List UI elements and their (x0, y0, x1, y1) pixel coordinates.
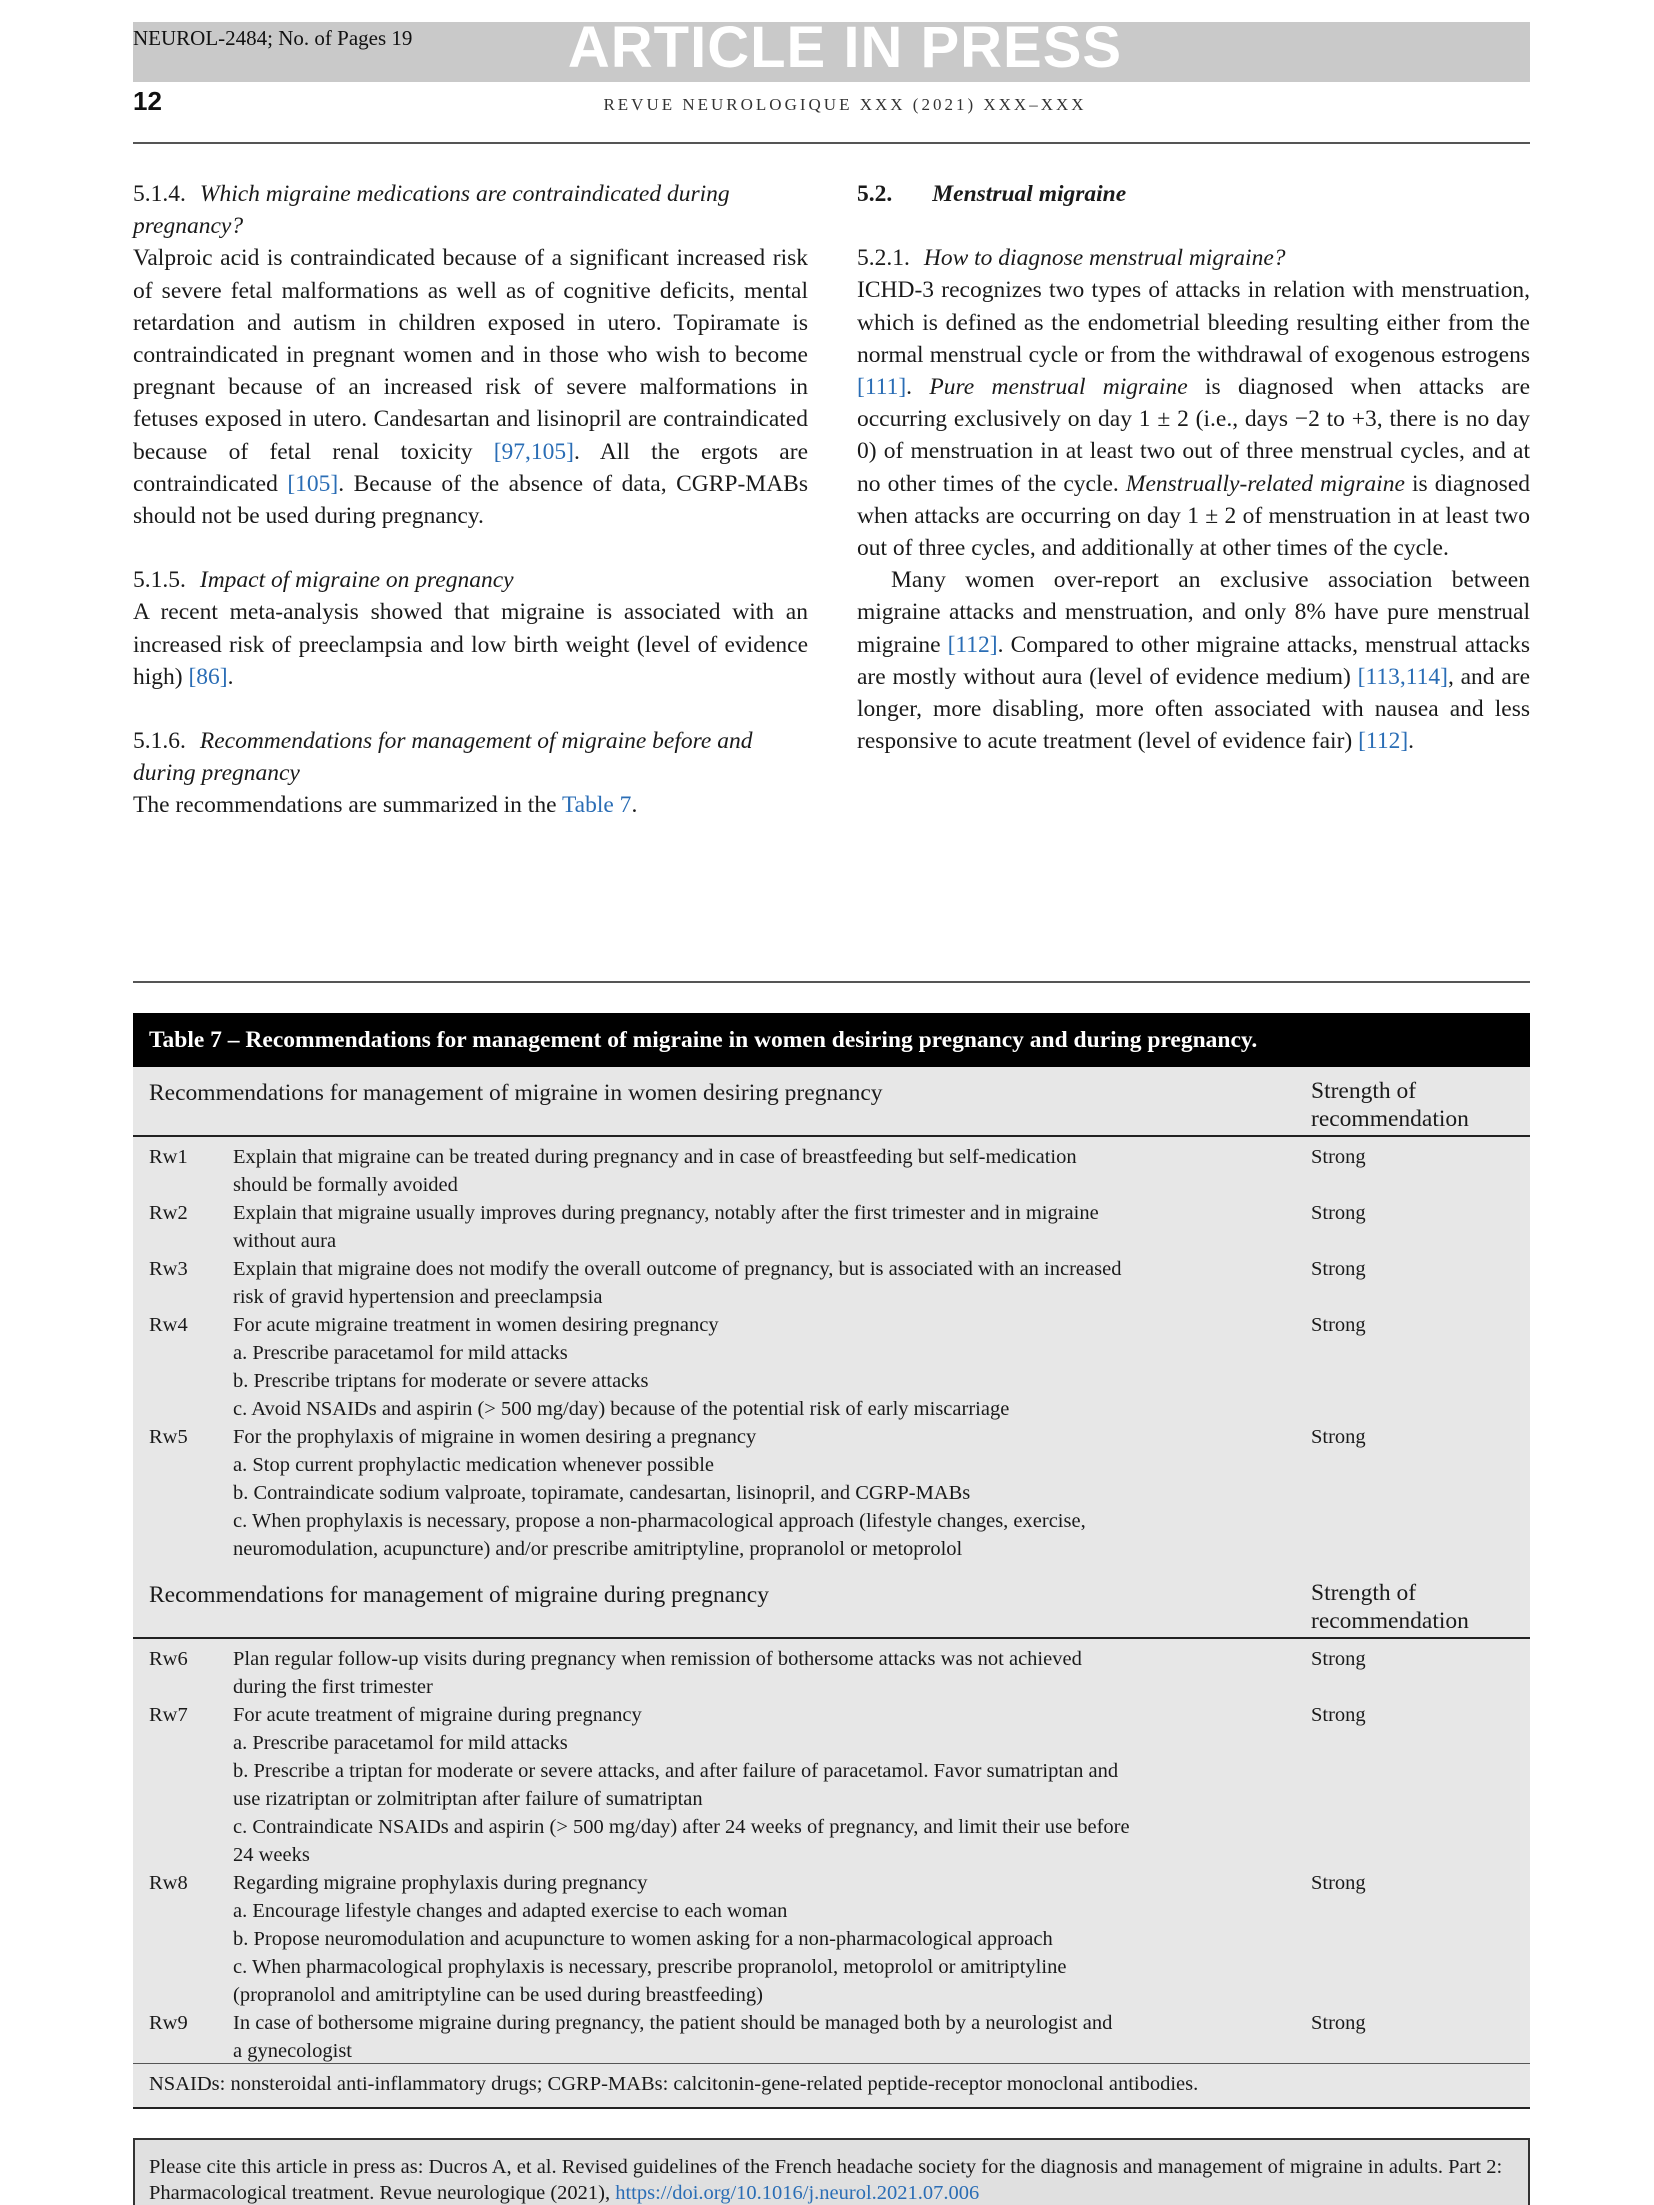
recommendation-line: a. Prescribe paracetamol for mild attacks (233, 1342, 568, 1364)
section-title: Which migraine medications are contraindicated during pregnancy? (133, 181, 730, 240)
section-5-1-5-heading (133, 564, 808, 596)
section-5-2-heading (857, 178, 1530, 210)
right-column (857, 178, 1530, 757)
group-header-rule (133, 1637, 1530, 1639)
recommendation-code: Rw7 (149, 1704, 188, 1726)
paragraph-text: ICHD-3 recognizes two types of attacks in relation with menstruation, which is defined as the endometrial bleeding resulting either from the normal menstrual cycle or from the withdrawal of exogenous estrogens (857, 277, 1530, 368)
recommendation-line: Explain that migraine usually improves during pregnancy, notably after the first trimester and in migraine (233, 1202, 1099, 1224)
strength-value: Strong (1311, 1146, 1366, 1168)
recommendation-line: neuromodulation, acupuncture) and/or prescribe amitriptyline, propranolol or metoprolol (233, 1538, 963, 1560)
recommendation-text (233, 1701, 1273, 1869)
section-5-1-6-paragraph (133, 789, 808, 821)
reference-link[interactable]: [112] (1358, 728, 1409, 755)
paragraph-text: . (631, 792, 638, 819)
strength-value: Strong (1311, 1202, 1366, 1224)
recommendation-text (233, 1143, 1273, 1199)
section-number: 5.2.1. (857, 245, 910, 272)
header-divider (133, 142, 1530, 144)
group-header-rule (133, 1135, 1530, 1137)
spacer (857, 210, 1530, 242)
emphasized-term: Menstrually-related migraine (1125, 470, 1405, 497)
recommendation-line: without aura (233, 1230, 337, 1252)
recommendation-line: (propranolol and amitriptyline can be used during breastfeeding) (233, 1984, 763, 2006)
table-footnote: NSAIDs: nonsteroidal anti-inflammatory drugs; CGRP-MABs: calcitonin-gene-related peptide-receptor monoclonal antibodies. (149, 2073, 1199, 2095)
table-7-link[interactable]: Table 7 (561, 792, 632, 819)
recommendation-text (233, 1311, 1273, 1423)
spacer (133, 532, 808, 564)
strength-column-header (1311, 1579, 1469, 1635)
recommendation-line: For acute treatment of migraine during pregnancy (233, 1704, 642, 1726)
recommendation-line: b. Prescribe a triptan for moderate or severe attacks, and after failure of paracetamol. Favor sumatriptan and (233, 1760, 1119, 1782)
paragraph-text: . (227, 663, 234, 690)
recommendation-code: Rw6 (149, 1648, 188, 1670)
group-heading-during-pregnancy: Recommendations for management of migraine during pregnancy (149, 1582, 769, 1608)
paragraph-text: Valproic acid is contraindicated because of a significant increased risk of severe fetal malformations as well as of cognitive deficits, mental retardation and autism in children exposed in utero. Topiramate is contraindicated in pregnant women and in those who wish to become pregnant because of an increased risk of severe malformations in fetuses exposed in utero. Candesartan and lisinopril are contraindicated because of fetal renal toxicity (133, 245, 808, 465)
recommendation-line: use rizatriptan or zolmitriptan after failure of sumatriptan (233, 1788, 703, 1810)
reference-link[interactable]: [97,105] (493, 438, 574, 465)
recommendation-line: c. Contraindicate NSAIDs and aspirin (> 500 mg/day) after 24 weeks of pregnancy, and limit their use before (233, 1816, 1130, 1838)
section-title: How to diagnose menstrual migraine? (923, 245, 1286, 272)
strength-header-line: Strength of (1311, 1078, 1417, 1104)
left-column (133, 178, 808, 822)
recommendation-line: c. When prophylaxis is necessary, propose a non-pharmacological approach (lifestyle changes, exercise, (233, 1510, 1086, 1532)
section-number: 5.2. (857, 181, 893, 207)
recommendation-line: For the prophylaxis of migraine in women desiring a pregnancy (233, 1426, 757, 1448)
strength-header-line: recommendation (1311, 1608, 1469, 1634)
paragraph-text: is diagnosed when attacks are occurring on day 1 ± 2 of menstruation in at least two out of three cycles, and additionally at other times of the cycle. (857, 470, 1530, 562)
recommendation-line: 24 weeks (233, 1844, 310, 1866)
recommendation-code: Rw9 (149, 2012, 188, 2034)
recommendation-code: Rw5 (149, 1426, 188, 1448)
recommendation-line: should be formally avoided (233, 1174, 458, 1196)
paragraph-text: The recommendations are summarized in the (133, 792, 562, 819)
citation-text: Please cite this article in press as: Ducros A, et al. Revised guidelines of the French headache society for the diagnosis and management of migraine in adults. Part 2: Pharmacological treatment. Revue neurologique (2021), (149, 2156, 1503, 2204)
paragraph-text: . (1408, 728, 1415, 755)
reference-link[interactable]: [111] (857, 374, 907, 401)
strength-value: Strong (1311, 1704, 1366, 1726)
recommendation-line: a. Prescribe paracetamol for mild attacks (233, 1732, 568, 1754)
paragraph-text: , and are longer, more disabling, more often associated with nausea and less responsive to acute treatment (level of evidence fair) (857, 663, 1531, 755)
table-top-divider (133, 981, 1530, 983)
recommendation-line: Plan regular follow-up visits during pregnancy when remission of bothersome attacks was not achieved (233, 1648, 1082, 1670)
section-number: 5.1.6. (133, 728, 186, 755)
recommendation-text (233, 2009, 1273, 2065)
section-number: 5.1.4. (133, 181, 186, 207)
recommendation-line: For acute migraine treatment in women desiring pregnancy (233, 1314, 719, 1336)
recommendation-line: Regarding migraine prophylaxis during pregnancy (233, 1872, 648, 1894)
recommendation-code: Rw4 (149, 1314, 188, 1336)
strength-value: Strong (1311, 1426, 1366, 1448)
table-bottom-rule (133, 2107, 1530, 2109)
recommendation-text (233, 1645, 1273, 1701)
recommendation-code: Rw3 (149, 1258, 188, 1280)
table-7 (133, 1013, 1530, 2109)
strength-value: Strong (1311, 1314, 1366, 1336)
recommendation-code: Rw1 (149, 1146, 188, 1168)
section-5-1-4-paragraph (133, 242, 808, 532)
strength-header-line: Strength of (1311, 1580, 1417, 1606)
section-5-2-1-heading (857, 242, 1530, 274)
recommendation-line: c. When pharmacological prophylaxis is necessary, prescribe propranolol, metoprolol or amitriptyline (233, 1956, 1067, 1978)
group-heading-desiring-pregnancy: Recommendations for management of migraine in women desiring pregnancy (149, 1080, 883, 1106)
strength-value: Strong (1311, 1258, 1366, 1280)
recommendation-line: a. Encourage lifestyle changes and adapted exercise to each woman (233, 1900, 788, 1922)
section-title: Impact of migraine on pregnancy (199, 567, 514, 594)
section-5-2-1-paragraph-2 (857, 564, 1530, 757)
table-caption: Table 7 – Recommendations for management of migraine in women desiring pregnancy and during pregnancy. (133, 1013, 1530, 1067)
spacer (133, 693, 808, 725)
reference-link[interactable]: [86] (188, 663, 228, 690)
strength-header-line: recommendation (1311, 1106, 1469, 1132)
journal-running-head: REVUE NEUROLOGIQUE XXX (2021) XXX–XXX (603, 95, 1087, 114)
recommendation-line: Explain that migraine does not modify the overall outcome of pregnancy, but is associated with an increased (233, 1258, 1122, 1280)
recommendation-text (233, 1869, 1273, 2009)
recommendation-text (233, 1199, 1273, 1255)
recommendation-line: Explain that migraine can be treated during pregnancy and in case of breastfeeding but self-medication (233, 1146, 1077, 1168)
section-5-2-1-paragraph-1 (857, 274, 1530, 564)
reference-link[interactable]: [113,114] (1357, 663, 1448, 690)
paragraph-text: A recent meta-analysis showed that migraine is associated with an increased risk of preeclampsia and low birth weight (level of evidence high) (133, 599, 808, 690)
strength-column-header (1311, 1077, 1469, 1133)
recommendation-line: c. Avoid NSAIDs and aspirin (> 500 mg/day) because of the potential risk of early miscarriage (233, 1398, 1010, 1420)
emphasized-term: Pure menstrual migraine (929, 374, 1188, 401)
strength-value: Strong (1311, 2012, 1366, 2034)
recommendation-line: In case of bothersome migraine during pregnancy, the patient should be managed both by a neurologist and (233, 2012, 1113, 2034)
citation-box (133, 2138, 1530, 2205)
section-title: Menstrual migraine (932, 181, 1127, 207)
paragraph-text: . Because of the absence of data, CGRP-MABs should not be used during pregnancy. (133, 470, 808, 530)
recommendation-text (233, 1255, 1273, 1311)
manuscript-id: NEUROL-2484; No. of Pages 19 (133, 26, 413, 50)
paragraph-text: . All the ergots are contraindicated (133, 438, 808, 497)
paragraph-text: is diagnosed when attacks are occurring exclusively on day 1 ± 2 (i.e., days −2 to +3, there is no day 0) of menstruation in at least two out of three menstrual cycles, and at no other times of the cycle. (857, 374, 1531, 497)
reference-link[interactable]: [105] (287, 470, 339, 497)
page-number: 12 (133, 86, 162, 116)
paragraph-text: Many women over-report an exclusive association between migraine attacks and menstruation, and only 8% have pure menstrual migraine (857, 567, 1530, 658)
recommendation-line: b. Propose neuromodulation and acupuncture to women asking for a non-pharmacological approach (233, 1928, 1053, 1950)
recommendation-line: risk of gravid hypertension and preeclampsia (233, 1286, 603, 1308)
recommendation-line: a. Stop current prophylactic medication whenever possible (233, 1454, 715, 1476)
paragraph-text: . Compared to other migraine attacks, menstrual attacks are mostly without aura (level of evidence medium) (857, 631, 1530, 690)
section-5-1-5-paragraph (133, 596, 808, 693)
recommendation-code: Rw2 (149, 1202, 188, 1224)
reference-link[interactable]: [112] (947, 631, 998, 658)
recommendation-line: b. Prescribe triptans for moderate or severe attacks (233, 1370, 649, 1392)
paragraph-text: . (906, 374, 930, 401)
recommendation-line: b. Contraindicate sodium valproate, topiramate, candesartan, lisinopril, and CGRP-MABs (233, 1482, 971, 1504)
recommendation-text (233, 1423, 1273, 1563)
doi-link[interactable]: https://doi.org/10.1016/j.neurol.2021.07.006 (615, 2182, 980, 2204)
strength-value: Strong (1311, 1648, 1366, 1670)
section-number: 5.1.5. (133, 567, 186, 594)
recommendation-line: a gynecologist (233, 2040, 352, 2062)
section-5-1-4-heading (133, 178, 808, 242)
recommendation-code: Rw8 (149, 1872, 188, 1894)
section-5-1-6-heading (133, 725, 808, 789)
article-in-press-label: ARTICLE IN PRESS (567, 15, 1123, 80)
section-title: Recommendations for management of migraine before and during pregnancy (133, 728, 753, 787)
recommendation-line: during the first trimester (233, 1676, 433, 1698)
strength-value: Strong (1311, 1872, 1366, 1894)
